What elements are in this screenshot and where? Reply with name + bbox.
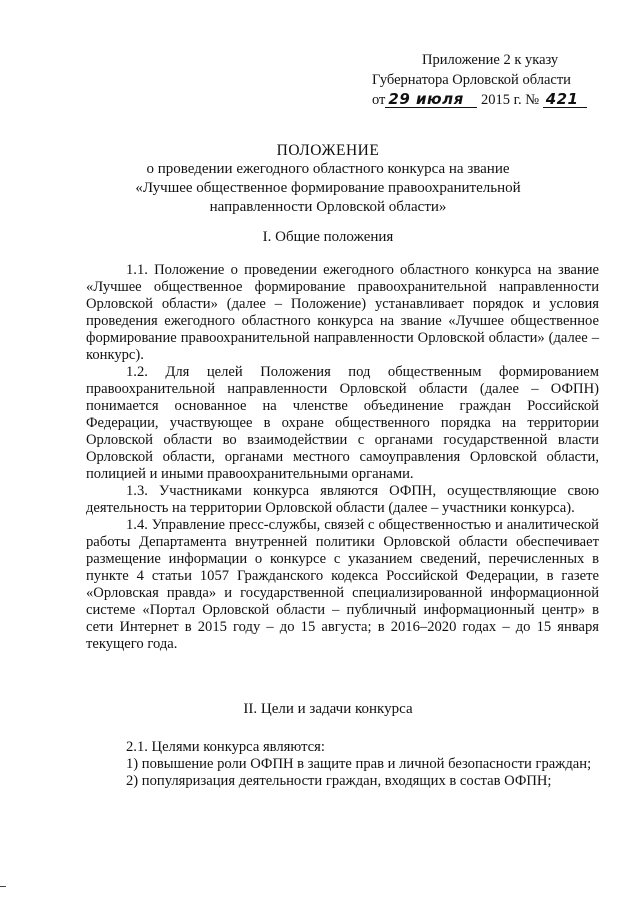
title-line-2: о проведении ежегодного областного конкурса на звание [146,161,510,177]
section-2-heading: II. Цели и задачи конкурса [243,701,413,717]
appendix-line-2: Губернатора Орловской области [372,72,571,88]
paragraph-2-1-2: 2) популяризация деятельности граждан, входящих в состав ОФПН; [126,773,552,789]
paragraph-1-1: 1.1. Положение о проведении ежегодного областного конкурса на звание «Лучшее общественное формирование правоохранительной направленности Орловской области» (далее – Положение) устанавливает порядок и условия проведения ежегодного областного конкурса на звание «Лучшее общественное формирование правоохранительной направленности Орловской области» (далее – конкурс). [86,262,599,363]
handwritten-date: 29 июля [385,91,477,108]
section-1-body [86,262,599,653]
paragraph-1-3: 1.3. Участниками конкурса являются ОФПН, осуществляющие свою деятельность на территории Орловской области (далее – участники конкурса). [86,483,599,516]
title-word: ПОЛОЖЕНИЕ [276,142,380,159]
title-line-3: «Лучшее общественное формирование правоохранительной [135,180,521,196]
paragraph-2-1-1: 1) повышение роли ОФПН в защите прав и личной безопасности граждан; [126,756,592,772]
margin-mark [0,886,6,887]
appendix-year: 2015 г. № [481,92,540,108]
appendix-line-3 [372,90,602,110]
appendix-prefix: от [372,92,386,108]
paragraph-2-1: 2.1. Целями конкурса являются: [126,739,325,755]
appendix-header [372,50,602,110]
paragraph-1-2: 1.2. Для целей Положения под общественным формированием правоохранительной направленности Орловской области (далее – ОФПН) понимается основанное на членстве объединение граждан Российской Федерации, участвующее в охране общественного порядка на территории Орловской области во взаимодействии с органами государственной власти Орловской области, органами местного самоуправления Орловской области, полицией и иными правоохранительными органами. [86,364,599,482]
section-2-body [86,739,599,790]
title-line-4: направленности Орловской области» [209,199,447,215]
paragraph-1-4: 1.4. Управление пресс-службы, связей с общественностью и аналитической работы Департамента внутренней политики Орловской области обеспечивает размещение информации о конкурсе с указанием сведений, перечисленных в пункте 4 статьи 1057 Гражданского кодекса Российской Федерации, в газете «Орловская правда» и государственной специализированной информационной системе «Портал Орловской области – публичный информационный центр» в сети Интернет в 2015 году – до 15 августа; в 2016–2020 годах – до 15 января текущего года. [86,517,599,652]
document-title [86,141,570,217]
appendix-line-1: Приложение 2 к указу [422,52,559,68]
handwritten-number: 421 [543,91,587,108]
section-1-heading: I. Общие положения [262,229,394,245]
